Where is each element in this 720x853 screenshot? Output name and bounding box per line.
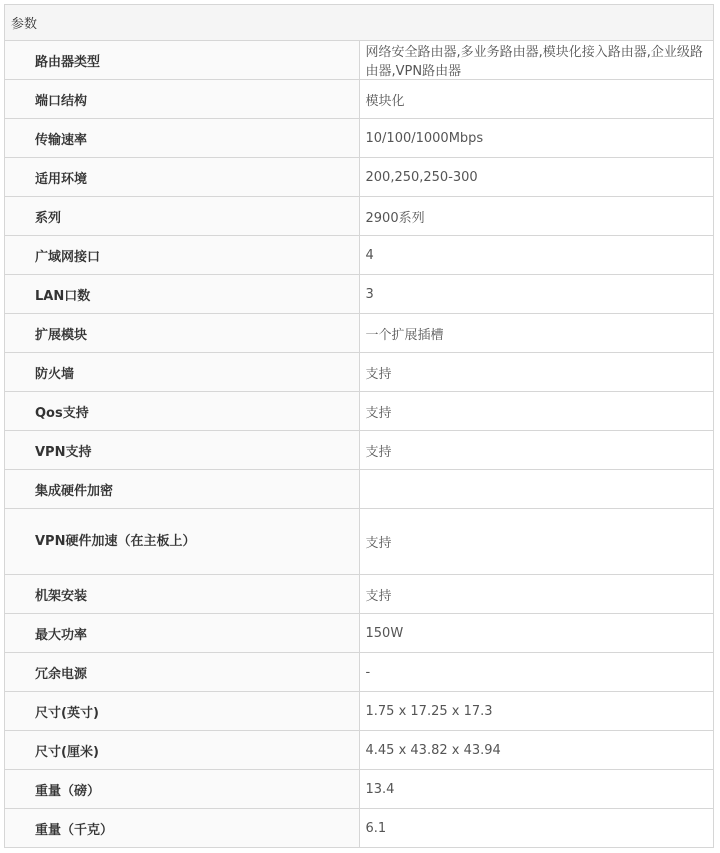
param-value: - <box>359 653 714 692</box>
param-name: 广域网接口 <box>5 236 360 275</box>
table-row <box>5 509 714 575</box>
param-value: 1.75 x 17.25 x 17.3 <box>359 692 714 731</box>
table-row <box>5 353 714 392</box>
param-value: 支持 <box>359 353 714 392</box>
param-name: 扩展模块 <box>5 314 360 353</box>
param-value: 10/100/1000Mbps <box>359 119 714 158</box>
param-name: VPN支持 <box>5 431 360 470</box>
table-row <box>5 236 714 275</box>
param-name: 传输速率 <box>5 119 360 158</box>
param-value: 支持 <box>359 431 714 470</box>
param-name: 重量（磅） <box>5 770 360 809</box>
param-value: 3 <box>359 275 714 314</box>
param-name: 冗余电源 <box>5 653 360 692</box>
table-header-row <box>5 5 714 41</box>
table-row <box>5 575 714 614</box>
table-row <box>5 275 714 314</box>
table-row <box>5 653 714 692</box>
param-name: 尺寸(厘米) <box>5 731 360 770</box>
param-value: 网络安全路由器,多业务路由器,模块化接入路由器,企业级路由器,VPN路由器 <box>359 41 714 80</box>
table-row <box>5 119 714 158</box>
param-value: 一个扩展插槽 <box>359 314 714 353</box>
table-row <box>5 809 714 848</box>
param-name: 集成硬件加密 <box>5 470 360 509</box>
table-row <box>5 692 714 731</box>
table-row <box>5 314 714 353</box>
table-row <box>5 770 714 809</box>
param-value: 13.4 <box>359 770 714 809</box>
param-value: 2900系列 <box>359 197 714 236</box>
table-row <box>5 731 714 770</box>
table-row <box>5 431 714 470</box>
param-name: 尺寸(英寸) <box>5 692 360 731</box>
param-value: 200,250,250-300 <box>359 158 714 197</box>
param-value: 6.1 <box>359 809 714 848</box>
table-row <box>5 158 714 197</box>
param-value: 150W <box>359 614 714 653</box>
param-value <box>359 470 714 509</box>
param-value: 模块化 <box>359 80 714 119</box>
table-row <box>5 470 714 509</box>
param-name: 防火墙 <box>5 353 360 392</box>
param-name: 端口结构 <box>5 80 360 119</box>
table-row <box>5 41 714 80</box>
table-row <box>5 614 714 653</box>
spec-table <box>4 4 714 848</box>
table-header-title: 参数 <box>5 5 714 41</box>
param-name: LAN口数 <box>5 275 360 314</box>
spec-table-container <box>4 4 714 848</box>
param-value: 支持 <box>359 509 714 575</box>
param-name: 重量（千克） <box>5 809 360 848</box>
table-row <box>5 197 714 236</box>
param-name: 路由器类型 <box>5 41 360 80</box>
table-row <box>5 80 714 119</box>
param-value: 支持 <box>359 392 714 431</box>
param-value: 4.45 x 43.82 x 43.94 <box>359 731 714 770</box>
param-name: 最大功率 <box>5 614 360 653</box>
table-row <box>5 392 714 431</box>
param-value: 4 <box>359 236 714 275</box>
param-name: VPN硬件加速（在主板上） <box>5 509 360 575</box>
param-value: 支持 <box>359 575 714 614</box>
param-name: 机架安装 <box>5 575 360 614</box>
param-name: 适用环境 <box>5 158 360 197</box>
param-name: 系列 <box>5 197 360 236</box>
param-name: Qos支持 <box>5 392 360 431</box>
